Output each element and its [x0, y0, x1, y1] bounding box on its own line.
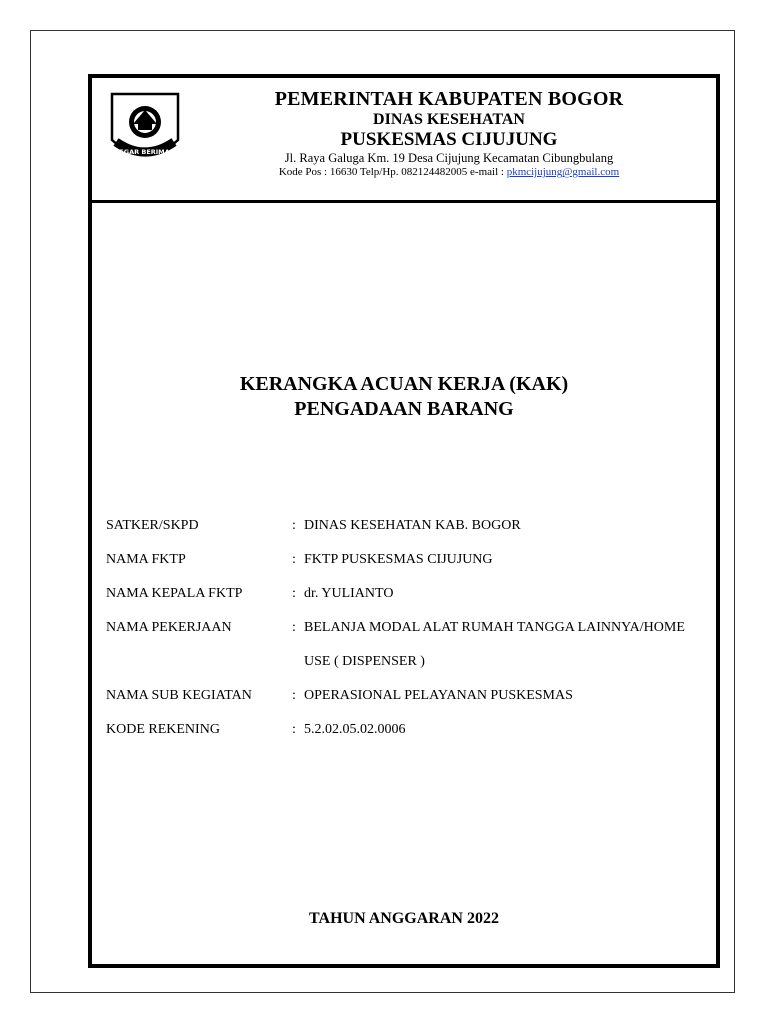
title-line-2: PENGADAAN BARANG [294, 398, 514, 420]
contact-line [182, 166, 716, 178]
field-colon: : [292, 552, 296, 567]
field-value: dr. YULIANTO [304, 586, 394, 601]
letterhead-text [182, 88, 716, 178]
field-value: 5.2.02.05.02.0006 [304, 722, 406, 737]
kabupaten-bogor-emblem [108, 90, 182, 170]
field-colon: : [292, 620, 296, 635]
title-line-1: KERANGKA ACUAN KERJA (KAK) [239, 373, 569, 395]
letterhead [92, 78, 716, 203]
field-colon: : [292, 586, 296, 601]
field-row-kode-rekening [106, 722, 706, 756]
logo-motto: TEGAR BERIMAN [114, 148, 176, 156]
field-colon: : [292, 688, 296, 703]
field-label: NAMA KEPALA FKTP [106, 586, 243, 601]
contact-prefix: Kode Pos : 16630 Telp/Hp. 082124482005 e-mail : [278, 166, 507, 179]
field-label: SATKER/SKPD [106, 518, 199, 533]
field-row-pekerjaan [106, 620, 706, 688]
field-label: NAMA SUB KEGIATAN [106, 688, 252, 703]
document-frame [88, 74, 720, 968]
email-link[interactable]: pkmcijujung@gmail.com [506, 166, 620, 179]
field-colon: : [292, 722, 296, 737]
field-colon: : [292, 518, 296, 533]
field-label: KODE REKENING [106, 722, 220, 737]
field-value: OPERASIONAL PELAYANAN PUSKESMAS [304, 688, 573, 703]
field-value: DINAS KESEHATAN KAB. BOGOR [304, 518, 521, 533]
field-label: NAMA FKTP [106, 552, 186, 567]
field-list [106, 518, 706, 756]
department-name: DINAS KESEHATAN [373, 111, 525, 128]
field-value: FKTP PUSKESMAS CIJUJUNG [304, 552, 493, 567]
fiscal-year: TAHUN ANGGARAN 2022 [309, 910, 499, 927]
government-name: PEMERINTAH KABUPATEN BOGOR [274, 88, 624, 110]
field-label: NAMA PEKERJAAN [106, 620, 232, 635]
document-title [92, 372, 716, 422]
field-value: BELANJA MODAL ALAT RUMAH TANGGA LAINNYA/HOME USE ( DISPENSER ) [304, 620, 685, 669]
puskesmas-name: PUSKESMAS CIJUJUNG [340, 128, 558, 150]
address: Jl. Raya Galuga Km. 19 Desa Cijujung Kecamatan Cibungbulang [284, 151, 614, 166]
